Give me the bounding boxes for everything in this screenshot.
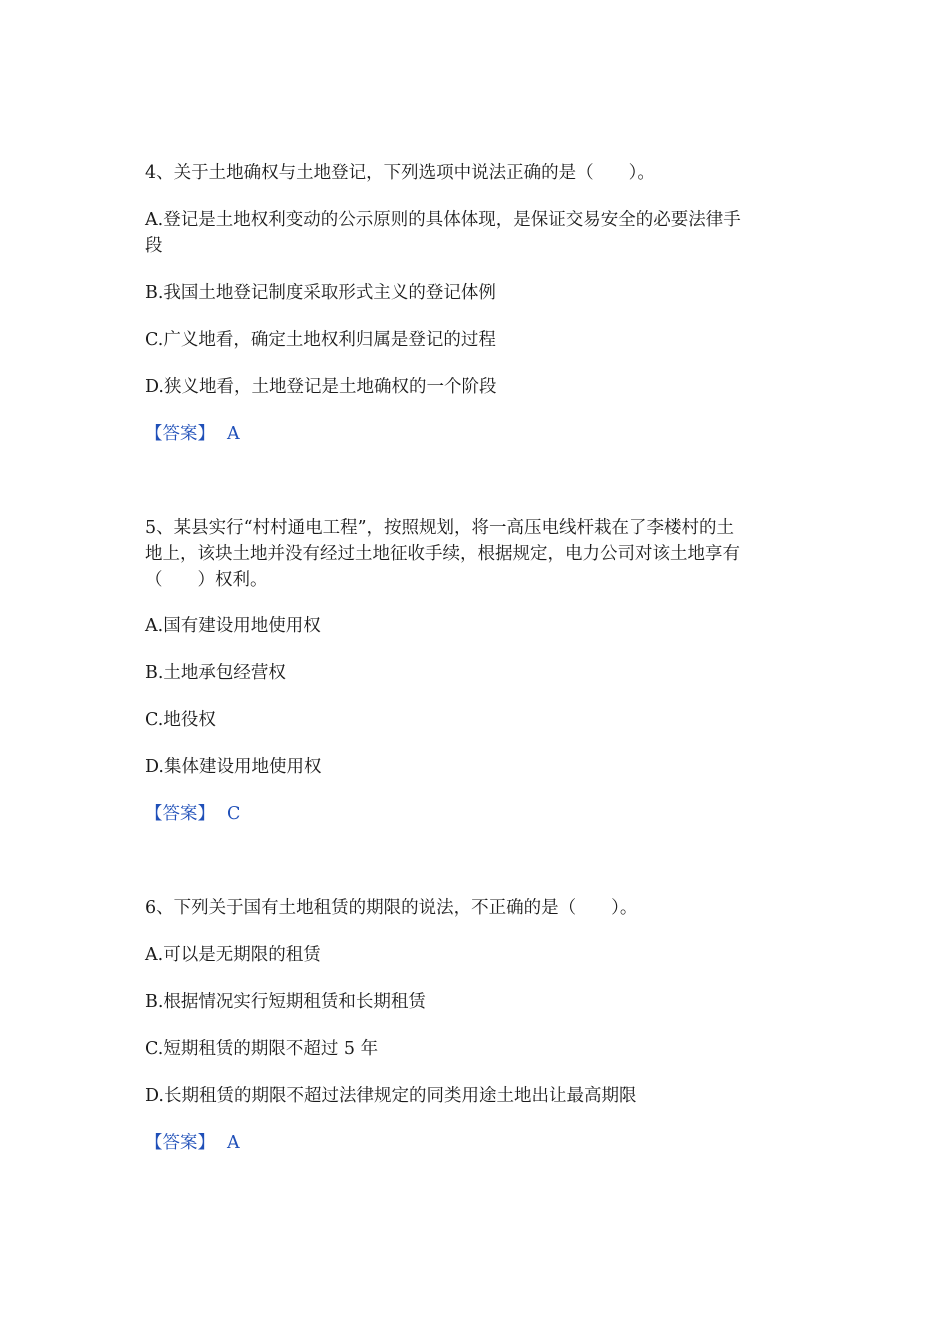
question-5-stem: 5、某县实行“村村通电工程”，按照规划，将一高压电线杆栽在了李楼村的土	[145, 518, 735, 538]
question-5-answer	[145, 801, 825, 827]
answer-value: A	[227, 1133, 240, 1153]
question-4-answer	[145, 421, 825, 447]
answer-label: 【答案】	[145, 804, 215, 824]
question-6-option-b: B.根据情况实行短期租赁和长期租赁	[145, 992, 426, 1012]
answer-value: C	[227, 804, 241, 824]
answer-value: A	[227, 424, 240, 444]
question-5-stem-line-2: 地上，该块土地并没有经过土地征收手续，根据规定，电力公司对该土地享有	[145, 544, 740, 564]
question-6-answer	[145, 1130, 825, 1156]
answer-label: 【答案】	[145, 1133, 215, 1153]
question-5-option-b: B.土地承包经营权	[145, 663, 286, 683]
question-4-option-b: B.我国土地登记制度采取形式主义的登记体例	[145, 283, 496, 303]
question-6-stem: 6、下列关于国有土地租赁的期限的说法，不正确的是（ ）。	[145, 898, 638, 918]
question-4-option-d: D.狭义地看，土地登记是土地确权的一个阶段	[145, 377, 497, 397]
question-6-option-c: C.短期租赁的期限不超过 5 年	[145, 1039, 379, 1059]
question-4-option-a-cont: 段	[145, 236, 163, 256]
question-4-option-a: A.登记是土地权利变动的公示原则的具体体现，是保证交易安全的必要法律手	[145, 210, 741, 230]
answer-label: 【答案】	[145, 424, 215, 444]
question-4-stem: 4、关于土地确权与土地登记，下列选项中说法正确的是（ ）。	[145, 163, 655, 183]
question-5-option-c: C.地役权	[145, 710, 216, 730]
question-5-option-a: A.国有建设用地使用权	[145, 616, 321, 636]
question-6-option-d: D.长期租赁的期限不超过法律规定的同类用途土地出让最高期限	[145, 1086, 637, 1106]
question-5-stem-line-3: （ ）权利。	[145, 570, 268, 590]
question-5-option-d: D.集体建设用地使用权	[145, 757, 322, 777]
question-4-option-c: C.广义地看，确定土地权利归属是登记的过程	[145, 330, 496, 350]
question-6-option-a: A.可以是无期限的租赁	[145, 945, 321, 965]
